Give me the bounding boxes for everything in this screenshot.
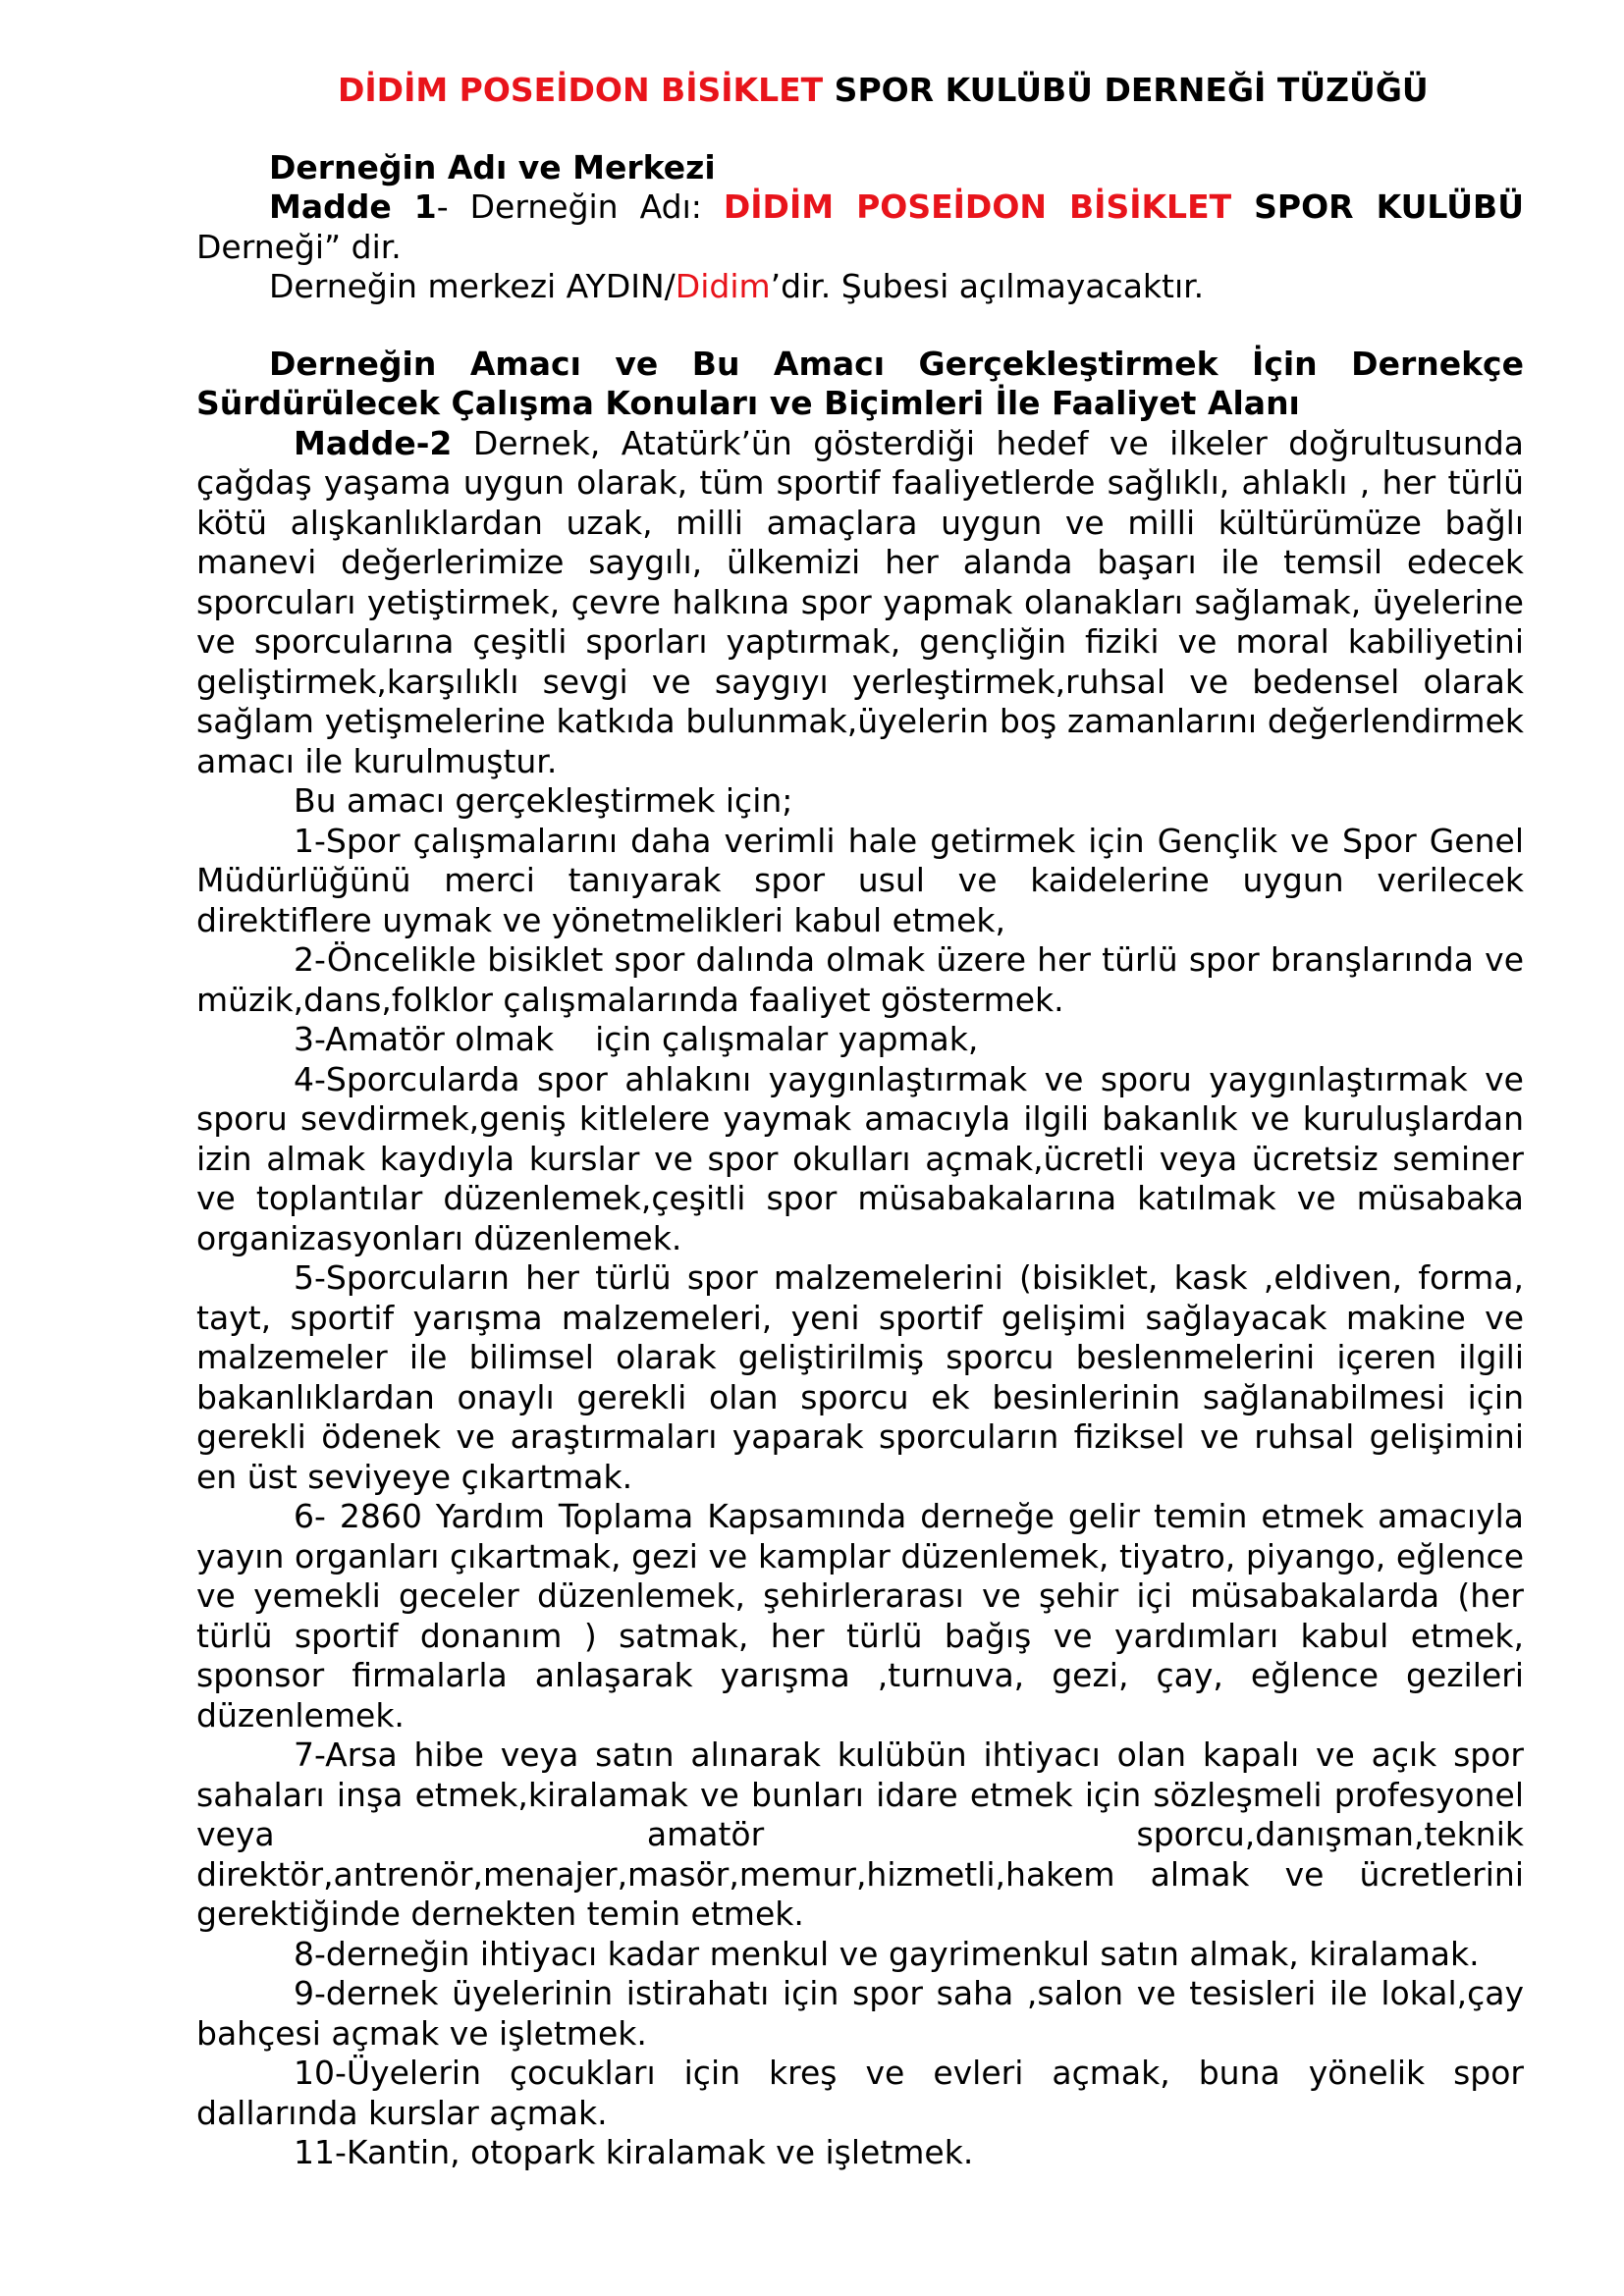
merkez-paragraph (196, 267, 1524, 307)
document-title (338, 71, 1524, 111)
purpose-item-6: 6- 2860 Yardım Toplama Kapsamında derneğe gelir temin etmek amacıyla yayın organları çıkartmak, gezi ve kamplar düzenlemek, tiyatro, piyango, eğlence ve yemekli geceler düzenlemek, şehirlerarası ve şehir içi müsabakalarda (her türlü sportif donanım ) satmak, her türlü bağış ve yardımları kabul etmek, sponsor firmalarla anlaşarak yarışma ,turnuva, gezi, çay, eğlence gezileri düzenlemek. (196, 1497, 1524, 1735)
madde1-label: Madde 1 (269, 187, 437, 226)
purpose-item-4: 4-Sporcularda spor ahlakını yaygınlaştırmak ve sporu yaygınlaştırmak ve sporu sevdirmek,geniş kitlelere yaymak amacıyla ilgili bakanlık ve kuruluşlardan izin almak kaydıyla kurslar ve spor okulları açmak,ücretli veya ücretsiz seminer ve toplantılar düzenlemek,çeşitli spor müsabakalarına katılmak ve müsabaka organizasyonları düzenlemek. (196, 1059, 1524, 1257)
madde1-text: - Derneğin Adı: (436, 187, 724, 226)
madde2-text: Dernek, Atatürk’ün gösterdiği hedef ve ilkeler doğrultusunda çağdaş yaşama uygun olarak, tüm sportif faaliyetlerde sağlıklı, ahlaklı , her türlü kötü alışkanlıklardan uzak, milli amaçlara uygun ve milli kültürümüze bağlı manevi değerlerimize saygılı, ülkemizi her alanda başarı ile temsil edecek sporcuları yetiştirmek, çevre halkına spor yapmak olanakları sağlamak, üyelerine ve sporcularına çeşitli sporları yaptırmak, gençliğin fiziki ve moral kabiliyetini geliştirmek,karşılıklı sevgi ve saygıyı yerleştirmek,ruhsal ve bedensel olarak sağlam yetişmelerine katkıda bulunmak,üyelerin boş zamanlarını değerlendirmek amacı ile kurulmuştur. (196, 423, 1524, 780)
merkez-pre: Derneğin merkezi AYDIN/ (269, 267, 676, 305)
title-club-name: DİDİM POSEİDON BİSİKLET (338, 71, 824, 109)
section2-heading-line2: Sürdürülecek Çalışma Konuları ve Biçimleri İle Faaliyet Alanı (196, 384, 1300, 422)
madde1-club-name: DİDİM POSEİDON BİSİKLET (723, 187, 1232, 226)
madde2-label: Madde-2 (294, 423, 453, 462)
madde1-tail: Derneği” dir. (196, 227, 402, 266)
document-page (196, 71, 1524, 2173)
purpose-item-8: 8-derneğin ihtiyacı kadar menkul ve gayrimenkul satın almak, kiralamak. (294, 1934, 1480, 1973)
madde2-paragraph (196, 424, 1524, 782)
merkez-city: Didim (675, 267, 771, 305)
section1-heading: Derneğin Adı ve Merkezi (269, 147, 716, 187)
purpose-intro: Bu amacı gerçekleştirmek için; (294, 781, 793, 820)
title-rest: SPOR KULÜBÜ DERNEĞİ TÜZÜĞÜ (823, 71, 1429, 109)
purpose-item-9: 9-dernek üyelerinin istirahatı için spor saha ,salon ve tesisleri ile lokal,çay bahçesi açmak ve işletmek. (196, 1974, 1524, 2053)
merkez-post: ’dir. Şubesi açılmayacaktır. (770, 267, 1205, 305)
purpose-item-10: 10-Üyelerin çocukları için kreş ve evleri açmak, buna yönelik spor dallarında kurslar açmak. (196, 2054, 1524, 2132)
madde1-club-suffix: SPOR KULÜBÜ (1231, 187, 1524, 226)
madde1-paragraph (196, 187, 1524, 228)
section2-heading-line1: Derneğin Amacı ve Bu Amacı Gerçekleştirmek İçin Dernekçe (269, 344, 1524, 383)
purpose-item-7: 7-Arsa hibe veya satın alınarak kulübün ihtiyacı olan kapalı ve açık spor sahaları inşa etmek,kiralamak ve bunları idare etmek için sözleşmeli profesyonel veya amatör sporcu,danışman,teknik direktör,antrenör,menajer,masör,memur,hizmetli,hakem almak ve ücretlerini gerektiğinde dernekten temin etmek. (196, 1735, 1524, 1933)
purpose-item-3: 3-Amatör olmak için çalışmalar yapmak, (294, 1020, 979, 1058)
purpose-item-5: 5-Sporcuların her türlü spor malzemelerini (bisiklet, kask ,eldiven, forma, tayt, sportif yarışma malzemeleri, yeni sportif gelişimi sağlayacak makine ve malzemeler ile bilimsel olarak geliştirilmiş sporcu beslenmelerini içeren ilgili bakanlıklardan onaylı gerekli olan sporcu ek besinlerinin sağlanabilmesi için gerekli ödenek ve araştırmaları yaparak sporcuların fiziksel ve ruhsal gelişimini en üst seviyeye çıkartmak. (196, 1258, 1524, 1496)
purpose-item-1: 1-Spor çalışmalarını daha verimli hale getirmek için Gençlik ve Spor Genel Müdürlüğünü merci tanıyarak spor usul ve kaidelerine uygun verilecek direktiflere uymak ve yönetmelikleri kabul etmek, (196, 821, 1524, 939)
purpose-item-11: 11-Kantin, otopark kiralamak ve işletmek. (294, 2133, 974, 2171)
purpose-item-2: 2-Öncelikle bisiklet spor dalında olmak üzere her türlü spor branşlarında ve müzik,dans,folklor çalışmalarında faaliyet göstermek. (196, 940, 1524, 1019)
